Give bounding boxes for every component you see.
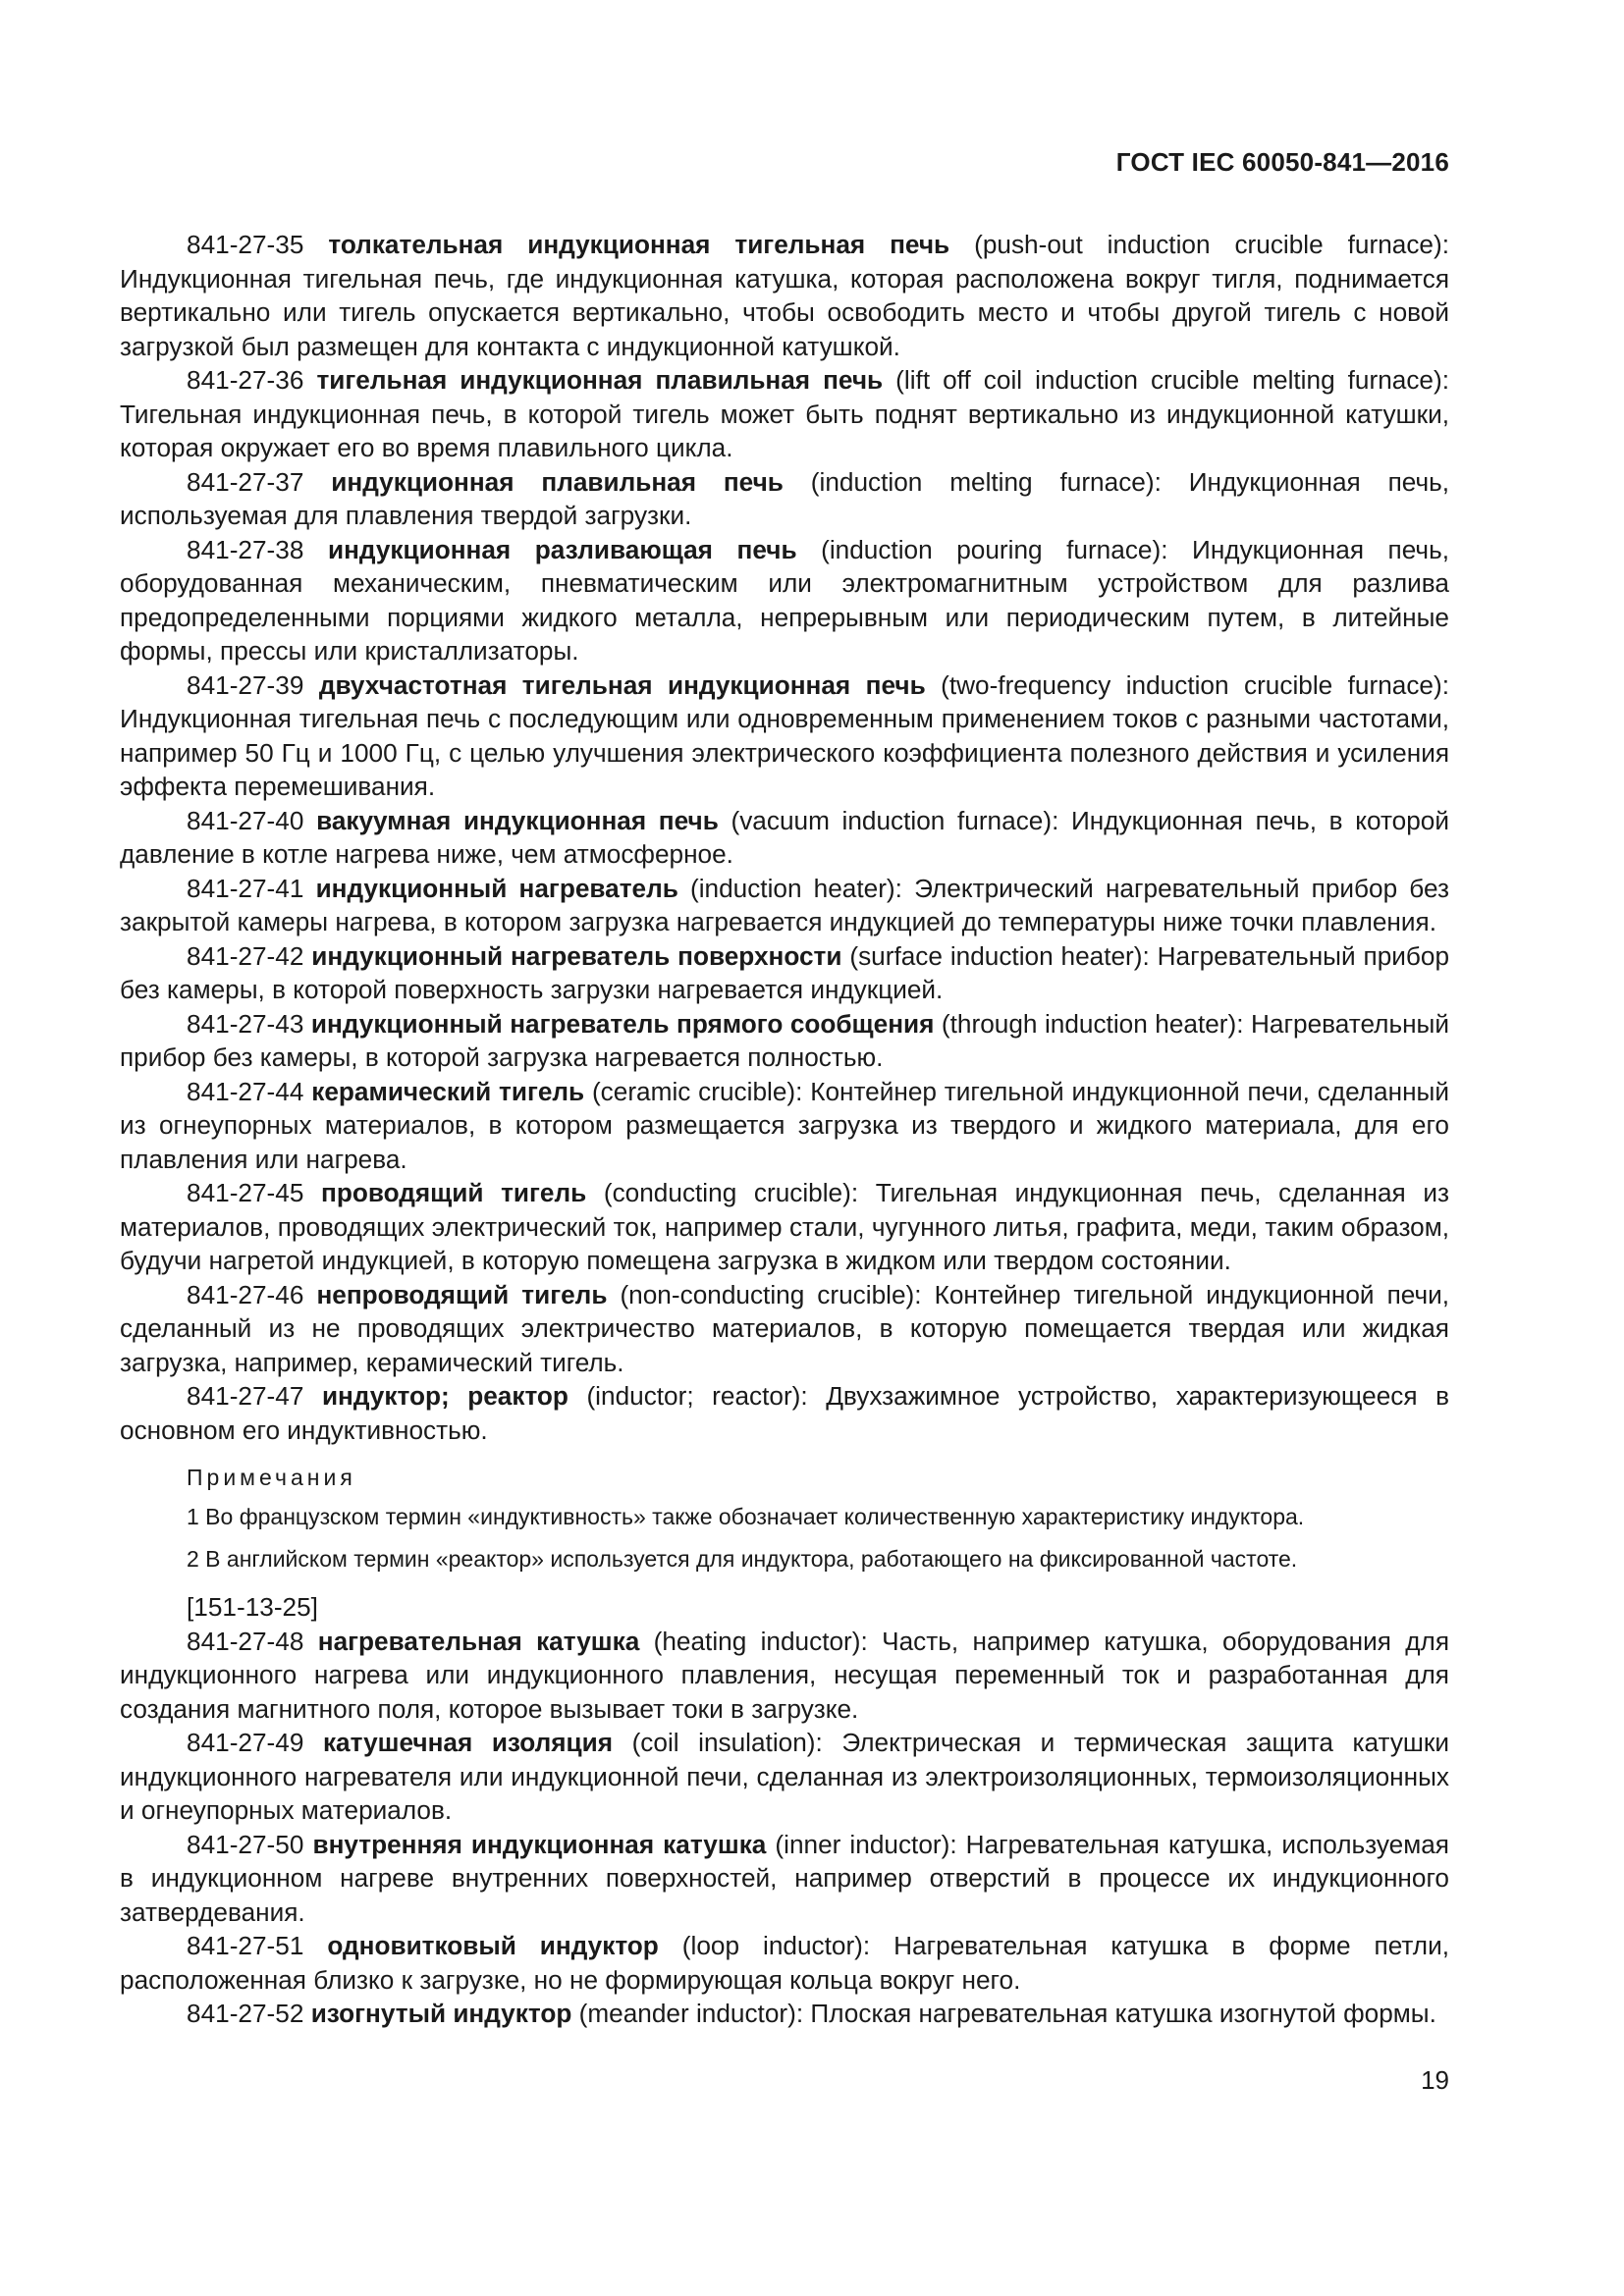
term-name: индукционный нагреватель поверхности (311, 940, 842, 971)
term-definition: (lift off coil induction crucible melting furnace): Тигельная индукционная печь, в которой тигель может быть поднят вертикально из индукционной катушки, которая окружает его во время плавильного цикла. (120, 365, 1449, 462)
term-number: 841-27-38 (187, 534, 304, 564)
term-name: одновитковый индуктор (327, 1931, 659, 1960)
term-number: 841-27-50 (187, 1829, 304, 1859)
term-name: индукционная плавильная печь (331, 466, 784, 497)
term-entry (120, 1828, 1449, 1930)
term-definition: (through induction heater): Нагревательный прибор без камеры, в которой загрузка нагревается полностью. (120, 1008, 1449, 1072)
term-entry (120, 363, 1449, 465)
document-body (120, 228, 1449, 2031)
term-entry (120, 228, 1449, 363)
term-name: нагревательная катушка (317, 1626, 640, 1656)
term-name: изогнутый индуктор (310, 1999, 572, 2028)
document-code-header: ГОСТ IEC 60050-841—2016 (1115, 147, 1449, 177)
term-definition: (vacuum induction furnace): Индукционная печь, в которой давление в котле нагрева ниже, чем атмосферное. (120, 805, 1449, 869)
term-entry (120, 1379, 1449, 1447)
term-number: 841-27-37 (187, 466, 304, 497)
term-name: керамический тигель (311, 1076, 585, 1106)
term-name: проводящий тигель (321, 1178, 587, 1207)
term-entry (120, 533, 1449, 668)
term-definition: (non-conducting crucible): Контейнер тигельной индукционной печи, сделанный из не проводящих электричество материалов, в которую помещается твердая или жидкая загрузка, например, керамический тигель. (120, 1279, 1449, 1377)
term-name: индукционный нагреватель (315, 873, 678, 903)
term-number: 841-27-47 (187, 1381, 304, 1411)
term-entry (120, 939, 1449, 1007)
term-name: внутренняя индукционная катушка (312, 1829, 767, 1859)
term-name: толкательная индукционная тигельная печь (328, 230, 950, 259)
term-entry (120, 1625, 1449, 1727)
term-name: индукционный нагреватель прямого сообщения (310, 1008, 935, 1039)
note-item: 1 Во французском термин «индуктивность» также обозначает количественную характеристику индуктора. (187, 1504, 1305, 1529)
term-definition: (meander inductor): Плоская нагревательная катушка изогнутой формы. (571, 1999, 1436, 2028)
term-entry (120, 1007, 1449, 1075)
source-reference: [151-13-25] (187, 1592, 318, 1622)
term-definition: (induction melting furnace): Индукционная печь, используемая для плавления твердой загрузки. (120, 466, 1450, 530)
term-entry (120, 1278, 1449, 1380)
term-number: 841-27-39 (187, 669, 304, 700)
term-entry (120, 872, 1449, 939)
term-name: двухчастотная тигельная индукционная печь (318, 669, 926, 700)
term-number: 841-27-46 (187, 1279, 304, 1309)
term-entries-group-2 (120, 1625, 1449, 2031)
term-number: 841-27-52 (187, 1999, 304, 2028)
term-definition: (two-frequency induction crucible furnace): Индукционная тигельная печь с последующим или одновременным применением токов с разными частотами, например 50 Гц и 1000 Гц, с целью улучшения электрического коэффициента полезного действия и усиления эффекта перемешивания. (120, 669, 1449, 801)
term-entry (120, 1997, 1449, 2031)
notes-title: Примечания (187, 1465, 356, 1490)
term-entry (120, 1726, 1449, 1828)
term-definition: (inner inductor): Нагревательная катушка, используемая в индукционном нагреве внутренних поверхностей, например отверстий в процессе их индукционного затвердевания. (120, 1829, 1449, 1927)
term-definition: (induction heater): Электрический нагревательный прибор без закрытой камеры нагрева, в котором загрузка нагревается индукцией до температуры ниже точки плавления. (120, 873, 1449, 936)
term-entry (120, 1176, 1449, 1278)
term-number: 841-27-42 (187, 940, 304, 971)
term-number: 841-27-36 (187, 365, 304, 395)
term-entries-group-1 (120, 228, 1449, 1447)
term-entry (120, 668, 1449, 804)
note-item: 2 В английском термин «реактор» используется для индуктора, работающего на фиксированной частоте. (187, 1546, 1298, 1572)
term-definition: (heating inductor): Часть, например катушка, оборудования для индукционного нагрева или индукционного плавления, несущая переменный ток и разработанная для создания магнитного поля, которое вызывает токи в загрузке. (120, 1626, 1449, 1724)
term-name: тигельная индукционная плавильная печь (316, 365, 884, 395)
term-number: 841-27-48 (187, 1626, 304, 1656)
page-number: 19 (1421, 2065, 1449, 2095)
term-definition: (coil insulation): Электрическая и термическая защита катушки индукционного нагревателя или индукционной печи, сделанная из электроизоляционных, термоизоляционных и огнеупорных материалов. (120, 1728, 1450, 1825)
term-definition: (surface induction heater): Нагревательный прибор без камеры, в которой поверхность загрузки нагревается индукцией. (120, 940, 1450, 1004)
term-name: непроводящий тигель (316, 1279, 608, 1309)
term-number: 841-27-43 (187, 1008, 304, 1039)
term-number: 841-27-51 (187, 1931, 304, 1960)
term-number: 841-27-45 (187, 1178, 304, 1207)
term-number: 841-27-41 (187, 873, 304, 903)
term-definition: (inductor; reactor): Двухзажимное устройство, характеризующееся в основном его индуктивностью. (120, 1381, 1449, 1445)
term-definition: (ceramic crucible): Контейнер тигельной индукционной печи, сделанный из огнеупорных материалов, в котором размещается загрузка из твердого и жидкого материала, для его плавления или нагрева. (120, 1076, 1449, 1174)
term-name: индукционная разливающая печь (327, 534, 797, 564)
term-number: 841-27-40 (187, 805, 304, 835)
term-name: вакуумная индукционная печь (316, 805, 719, 835)
term-entry (120, 1075, 1449, 1177)
term-number: 841-27-44 (187, 1076, 304, 1106)
term-name: индуктор; реактор (321, 1381, 568, 1411)
term-name: катушечная изоляция (322, 1728, 614, 1757)
term-entry (120, 1929, 1449, 1997)
term-number: 841-27-35 (187, 230, 304, 259)
term-definition: (loop inductor): Нагревательная катушка в форме петли, расположенная близко к загрузке, но не формирующая кольца вокруг него. (120, 1931, 1449, 1995)
term-entry (120, 804, 1449, 872)
term-number: 841-27-49 (187, 1728, 304, 1757)
term-entry (120, 465, 1449, 533)
term-definition: (conducting crucible): Тигельная индукционная печь, сделанная из материалов, проводящих электрический ток, например стали, чугунного литья, графита, меди, таким образом, будучи нагретой индукцией, в которую помещена загрузка в жидком или твердом состоянии. (120, 1178, 1449, 1275)
term-definition: (induction pouring furnace): Индукционная печь, оборудованная механическим, пневматическим или электромагнитным устройством для разлива предопределенными порциями жидкого металла, непрерывным или периодическим путем, в литейные формы, прессы или кристаллизаторы. (120, 534, 1449, 666)
term-definition: (push-out induction crucible furnace): Индукционная тигельная печь, где индукционная катушка, которая расположена вокруг тигля, поднимается вертикально или тигель опускается вертикально, чтобы освободить место и чтобы другой тигель с новой загрузкой был размещен для контакта с индукционной катушкой. (120, 230, 1449, 361)
